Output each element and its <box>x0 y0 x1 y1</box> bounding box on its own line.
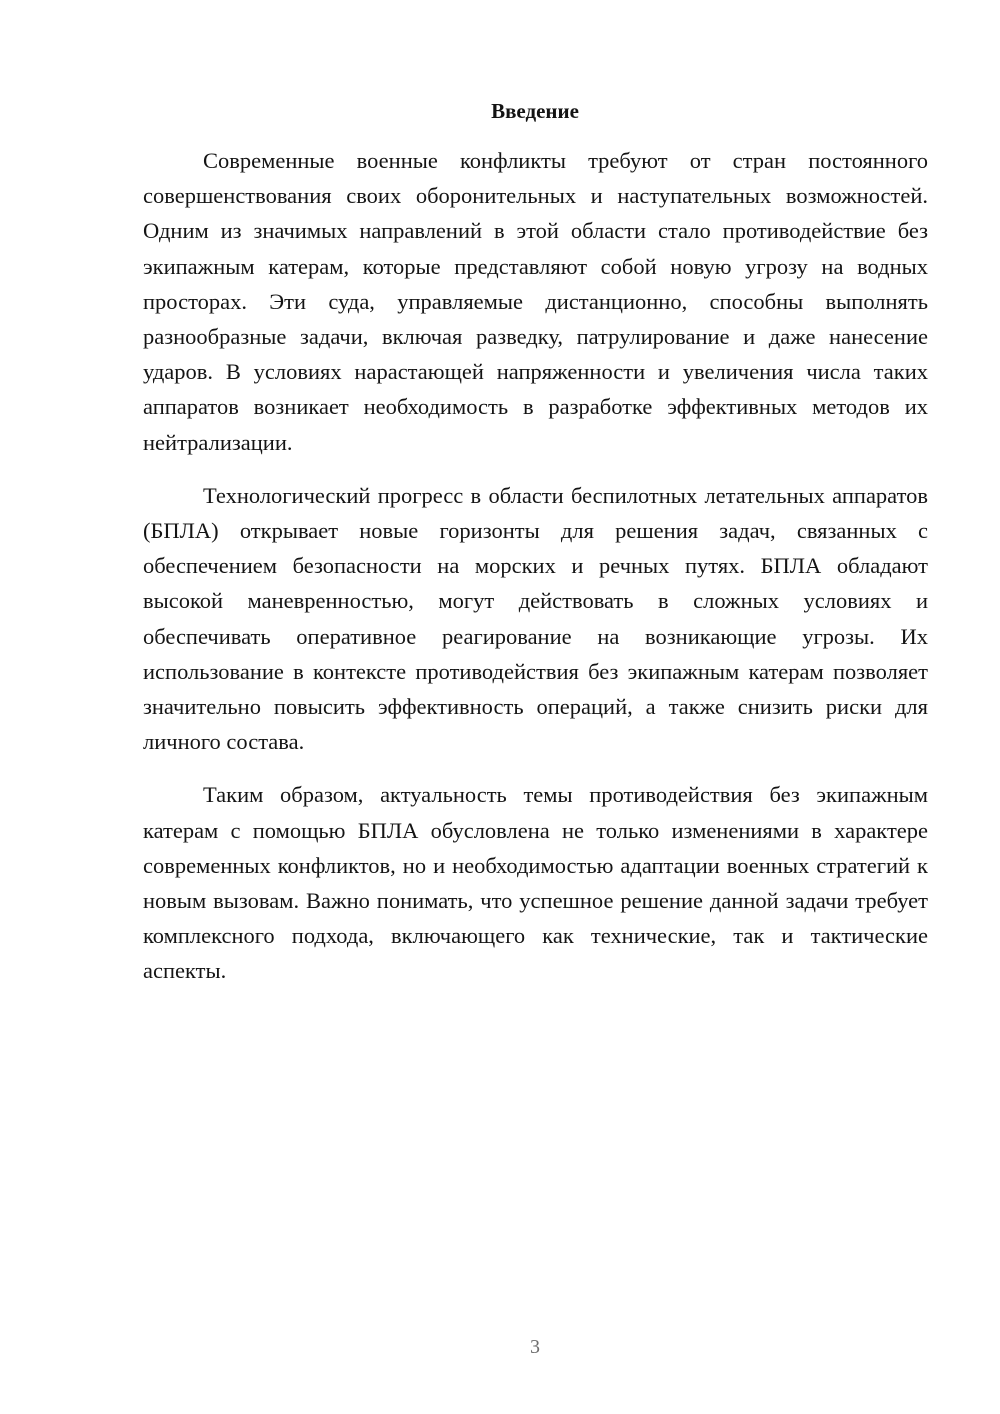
paragraph-2: Технологический прогресс в области беспилотных летательных аппаратов (БПЛА) открывает новые горизонты для решения задач, связанных с обеспечением безопасности на морских и речных путях. БПЛА обладают высокой маневренностью, могут действовать в сложных условиях и обеспечивать оперативное реагирование на возникающие угрозы. Их использование в контексте противодействия без экипажным катерам позволяет значительно повысить эффективность операций, а также снизить риски для личного состава. <box>143 482 928 755</box>
paragraph-1: Современные военные конфликты требуют от стран постоянного совершенствования своих оборонительных и наступательных возможностей. Одним из значимых направлений в этой области стало противодействие без экипажным катерам, которые представляют собой новую угрозу на водных просторах. Эти суда, управляемые дистанционно, способны выполнять разнообразные задачи, включая разведку, патрулирование и даже нанесение ударов. В условиях нарастающей напряженности и увеличения числа таких аппаратов возникает необходимость в разработке эффективных методов их нейтрализации. <box>143 148 928 455</box>
body-text <box>143 143 928 1007</box>
page-number: 3 <box>530 1336 540 1358</box>
paragraph-3: Таким образом, актуальность темы противодействия без экипажным катерам с помощью БПЛА обусловлена не только изменениями в характере современных конфликтов, но и необходимостью адаптации военных стратегий к новым вызовам. Важно понимать, что успешное решение данной задачи требует комплексного подхода, включающего как технические, так и тактические аспекты. <box>143 782 928 984</box>
section-heading: Введение <box>491 99 579 123</box>
